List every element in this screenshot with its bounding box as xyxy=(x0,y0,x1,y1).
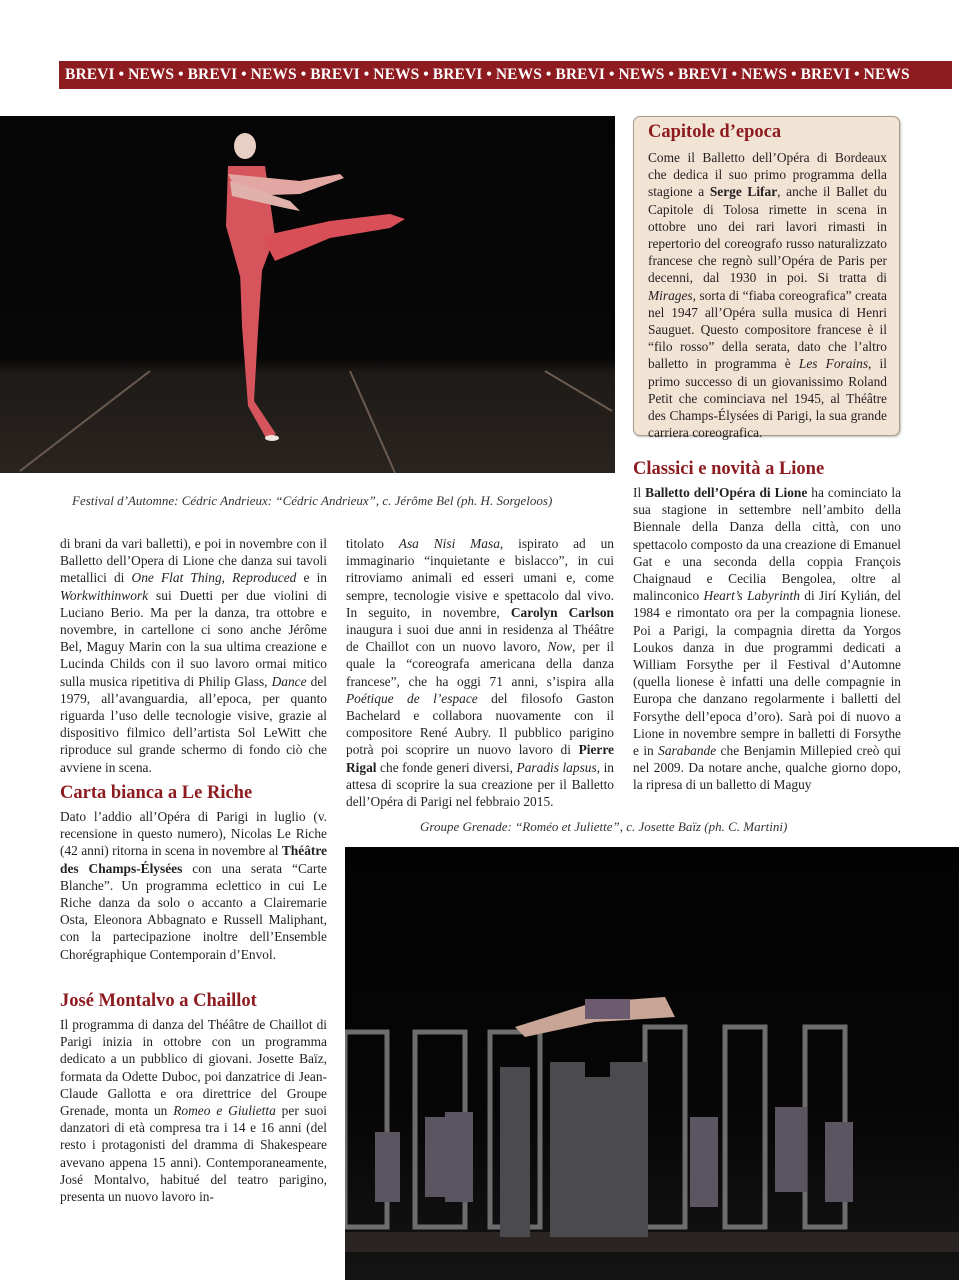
article-montalvo-title: José Montalvo a Chaillot xyxy=(60,991,257,1011)
ensemble-illustration xyxy=(345,847,959,1280)
article-col1-continuation xyxy=(60,535,327,776)
col1-continuation-body: di brani da vari balletti), e poi in novembre con il Balletto dell’Opera di Lione che danza sui tavoli metallici di One Flat Thing, Reproduced e in Workwithinwork sui Duetti per due violini di Luciano Berio. Ma per la danza, tra ottobre e novembre, in cartellone ci sono anche Jérôme Bel, Maguy Marin con la sua ultima creazione e Lucinda Childs con il suo lavoro ormai mitico sulla musica ripetitiva di Philip Glass, Dance del 1979, all’avanguardia, all’epoca, per quanto riguarda l’uso delle tecnologie visive, grazie al dispositivo filmico dell’artista Sol LeWitt che riproduce sul grande schermo di fondo ciò che avviene in scena. xyxy=(60,536,327,775)
sidebar-box-capitole xyxy=(633,116,900,441)
article-montalvo xyxy=(60,990,327,1205)
article-lione-body: Il Balletto dell’Opéra di Lione ha cominciato la sua stagione in settembre nell’ambito della Biennale della Danza della città, con uno spettacolo composto da una creazione di Emanuel Gat e una seconda della coppia François Chaignaud e Cecilia Bengolea, oltre al malinconico Heart’s Labyrinth di Jirí Kylián, del 1984 e rimontato ora per la compagnia lionese. Poi a Parigi, la compagnia diretta da Yorgos Loukos danza in due programmi dedicati a William Forsythe per il Festival d’Automne (quella lionese è infatti una delle compagnie in Europa che danzano regolarmente i balletti del Forsythe dell’epoca d’oro). Sarà poi di nuovo a Lione in novembre sempre in balletti di Forsythe e in Sarabande che Benjamin Millepied creò qui nel 2009. Da notare anche, qualche giorno dopo, la ripresa di un balletto di Maguy xyxy=(633,485,902,793)
col2-continuation-body: titolato Asa Nisi Masa, ispirato ad un immaginario “inquietante e bislacco”, in cui ritroviamo animali ed esseri umani e, come sempre, tecnologie visive e spettacolo dal vivo. In seguito, in novembre, Carolyn Carlson inaugura i suoi due anni in residenza al Théâtre de Chaillot con un nuovo lavoro, Now, per il quale la “coreografa americana della danza francese”, che ha oggi 71 anni, s’ispira alla Poétique de l’espace del filosofo Gaston Bachelard e collabora nuovamente con il compositore René Aubry. Il pubblico parigino potrà poi scoprire un nuovo lavoro di Pierre Rigal che fonde generi diversi, Paradis lapsus, in attesa di scoprire la sua creazione per il Balletto dell’Opéra di Parigi nel febbraio 2015. xyxy=(346,536,615,810)
photo-groupe-grenade xyxy=(345,847,959,1280)
section-banner: BREVI • NEWS • BREVI • NEWS • BREVI • NEWS • BREVI • NEWS • BREVI • NEWS • BREVI • NEWS • BREVI • NEWS xyxy=(59,61,952,89)
article-col2-continuation xyxy=(346,535,614,810)
article-montalvo-body: Il programma di danza del Théâtre de Chaillot di Parigi inizia in ottobre con un programma dedicato a un pubblico di giovani. Josette Baïz, formata da Odette Duboc, poi danzatrice di Jean-Claude Gallotta e ora direttrice del Groupe Grenade, monta un Romeo e Giulietta per suoi danzatori di età compresa tra i 14 e 16 anni (del resto i protagonisti del dramma di Shakespeare avevano appena 15 anni). Contemporaneamente, José Montalvo, habitué del teatro parigino, presenta un nuovo lavoro in- xyxy=(60,1017,327,1205)
dancer-illustration xyxy=(0,116,615,473)
sidebar-body: Come il Balletto dell’Opéra di Bordeaux che dedica il suo primo programma della stagione a Serge Lifar, anche il Ballet du Capitole di Tolosa rimette in scena in ottobre uno dei rari lavori rimasti in repertorio del coreografo russo naturalizzato francese che regnò sull’Opéra de Paris per decenni, dal 1930 in poi. Si tratta di Mirages, sorta di “fiaba coreografica” creata nel 1947 all’Opéra sulla musica di Henri Sauguet. Questo compositore francese è il “filo rosso” della serata, dato che l’altro balletto in programma è Les Forains, il primo successo di un giovanissimo Roland Petit che cominciava nel 1945, al Théâtre des Champs-Élysées di Parigi, la sua grande carriera coreografica. xyxy=(648,150,887,441)
sidebar-title: Capitole d’epoca xyxy=(648,122,782,142)
article-leriche xyxy=(60,782,327,963)
photo2-caption: Groupe Grenade: “Roméo et Juliette”, c. Josette Baïz (ph. C. Martini) xyxy=(420,819,788,834)
photo1-caption: Festival d’Automne: Cédric Andrieux: “Cédric Andrieux”, c. Jérôme Bel (ph. H. Sorgeloos) xyxy=(72,493,553,508)
article-leriche-body: Dato l’addio all’Opéra di Parigi in luglio (v. recensione in questo numero), Nicolas Le Riche (42 anni) ritorna in scena in novembre al Théâtre des Champs-Élysées con una serata “Carte Blanche”. Un programma eclettico in cui Le Riche danza da solo o accanto a Clairemarie Osta, Eleonora Abbagnato e Russell Maliphant, con la partecipazione inoltre dell’Ensemble Chorégraphique Contemporain d’Envol. xyxy=(60,809,327,962)
article-leriche-title: Carta bianca a Le Riche xyxy=(60,783,253,803)
article-lione xyxy=(633,458,901,794)
article-lione-title: Classici e novità a Lione xyxy=(633,459,825,479)
photo-cedric-andrieux xyxy=(0,116,615,473)
